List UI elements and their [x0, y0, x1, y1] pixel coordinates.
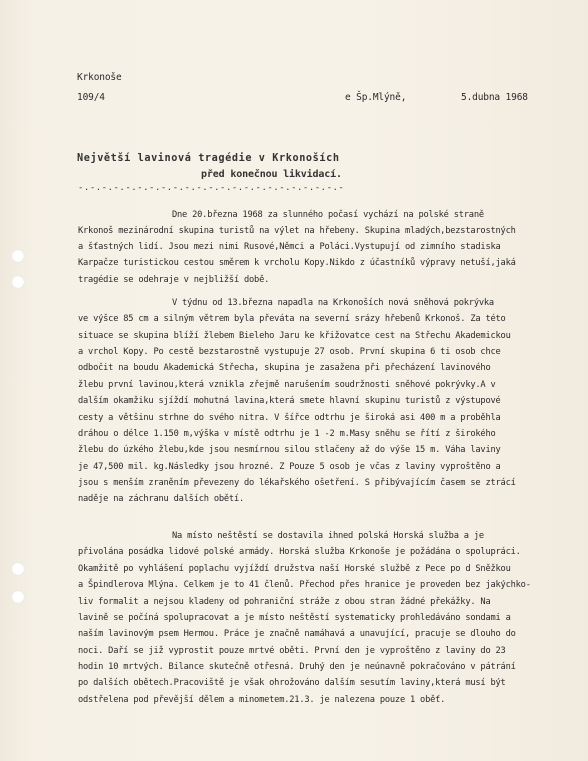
text-line: jsou s menším zraněním převezeny do lékařského ošetření. S přibývajícím časem se ztrácí — [78, 478, 516, 488]
text-line: naděje na záchranu dalších obětí. — [78, 494, 245, 504]
text-line: Dne 20.března 1968 za slunného počasí vychází na polské straně — [172, 210, 484, 220]
punch-hole — [11, 562, 25, 576]
title-underline: -.-.-.-.-.-.-.-.-.-.-.-.-.-.-.-.-.-.-.-.-.-.- — [78, 183, 345, 193]
text-line: a vrchol Kopy. Po cestě bezstarostně vystupuje 27 osob. První skupina 6 ti osob chce — [78, 347, 501, 357]
header-place: Krkonoše — [77, 72, 122, 83]
text-line: Na místo neštěstí se dostavila ihned polská Horská služba a je — [172, 531, 484, 541]
document-title: Největší lavinová tragédie v Krkonoších — [77, 153, 340, 164]
header-location: e Šp.Mlýně, — [345, 92, 407, 103]
header-date: 5.dubna 1968 — [461, 92, 528, 103]
text-line: Krkonoš mezinárodní skupina turistů na výlet na hřebeny. Skupina mladých,bezstarostných — [78, 226, 516, 236]
text-line: dalším okamžiku sjíždí mohutná lavina,která smete hlavní skupinu turistů z výstupové — [78, 396, 501, 406]
text-line: ve výšce 85 cm a silným větrem byla převáta na severní srázy hřebenů Krkonoš. Za této — [78, 314, 506, 324]
document-subtitle: před konečnou likvidací. — [201, 169, 342, 180]
text-line: cesty a většinu strhne do svého nitra. V šířce odtrhu je široká asi 400 m a proběhla — [78, 413, 501, 423]
text-line: a šťastných lidí. Jsou mezi nimi Rusové,Němci a Poláci.Vystupují od zimního stadiska — [78, 242, 501, 252]
text-line: a Špindlerova Mlýna. Celkem je to 41 členů. Přechod přes hranice je proveden bez jakýchko- — [78, 580, 531, 590]
text-line: lavině se počíná spolupracovat a je místo neštěstí systematicky prohledáváno sondami a — [78, 613, 511, 623]
text-line: Karpačze turistickou cestou směrem k vrcholu Kopy.Nikdo z účastníků výpravy netuší,jaká — [78, 258, 516, 268]
text-line: tragédie se odehraje v nejbližší době. — [78, 275, 270, 285]
punch-hole — [11, 249, 25, 263]
text-line: žlebu do úzkého žlebu,kde jsou nesmírnou silou stlačeny až do výše 15 m. Váha laviny — [78, 445, 501, 455]
punch-hole — [11, 590, 25, 604]
text-line: V týdnu od 13.března napadla na Krkonoších nová sněhová pokrývka — [172, 298, 494, 308]
punch-hole — [11, 275, 25, 289]
text-line: žlebu první lavinou,která vznikla zřejmě narušením soudržnosti sněhové pokrývky.A v — [78, 380, 496, 390]
text-line: odstřelena pod převější dělem a minometem.21.3. je nalezena pouze 1 oběť. — [78, 695, 446, 705]
text-line: odbočit na boudu Akademická Střecha, skupina je zasažena při přecházení lavinového — [78, 363, 491, 373]
text-line: přivolána posádka lidové polské armády. Horská služba Krkonoše je požádána o spolupráci. — [78, 547, 521, 557]
text-line: hodin 10 mrtvých. Bilance skutečně otřesná. Druhý den je neúnavně pokračováno v pátrání — [78, 662, 516, 672]
text-line: naším lavinovým psem Hermou. Práce je značně namáhavá a unavující, pracuje se dlouho do — [78, 629, 516, 639]
text-line: liv formalit a nejsou kladeny od pohraniční stráže z obou stran žádné překážky. Na — [78, 597, 491, 607]
text-line: situace se skupina blíží žlebem Bieleho Jaru ke křižovatce cest na Střechu Akademickou — [78, 331, 511, 341]
text-line: noci. Daří se již vyprostit pouze mrtvé oběti. První den je vyproštěno z laviny do 23 — [78, 646, 506, 656]
text-line: po dalších obětech.Pracoviště je však ohrožováno dalším sesutím laviny,která musí být — [78, 678, 506, 688]
header-reference: 109/4 — [77, 92, 105, 103]
text-line: Okamžitě po vyhlášení poplachu vyjíždí družstva naší Horské službě z Pece po d Sněžkou — [78, 564, 511, 574]
text-line: dráhou o délce 1.150 m,výška v místě odtrhu je 1 -2 m.Masy sněhu se řítí z širokého — [78, 429, 496, 439]
text-line: je 47,500 mil. kg.Následky jsou hrozné. Z Pouze 5 osob je včas z laviny vyproštěno a — [78, 462, 501, 472]
